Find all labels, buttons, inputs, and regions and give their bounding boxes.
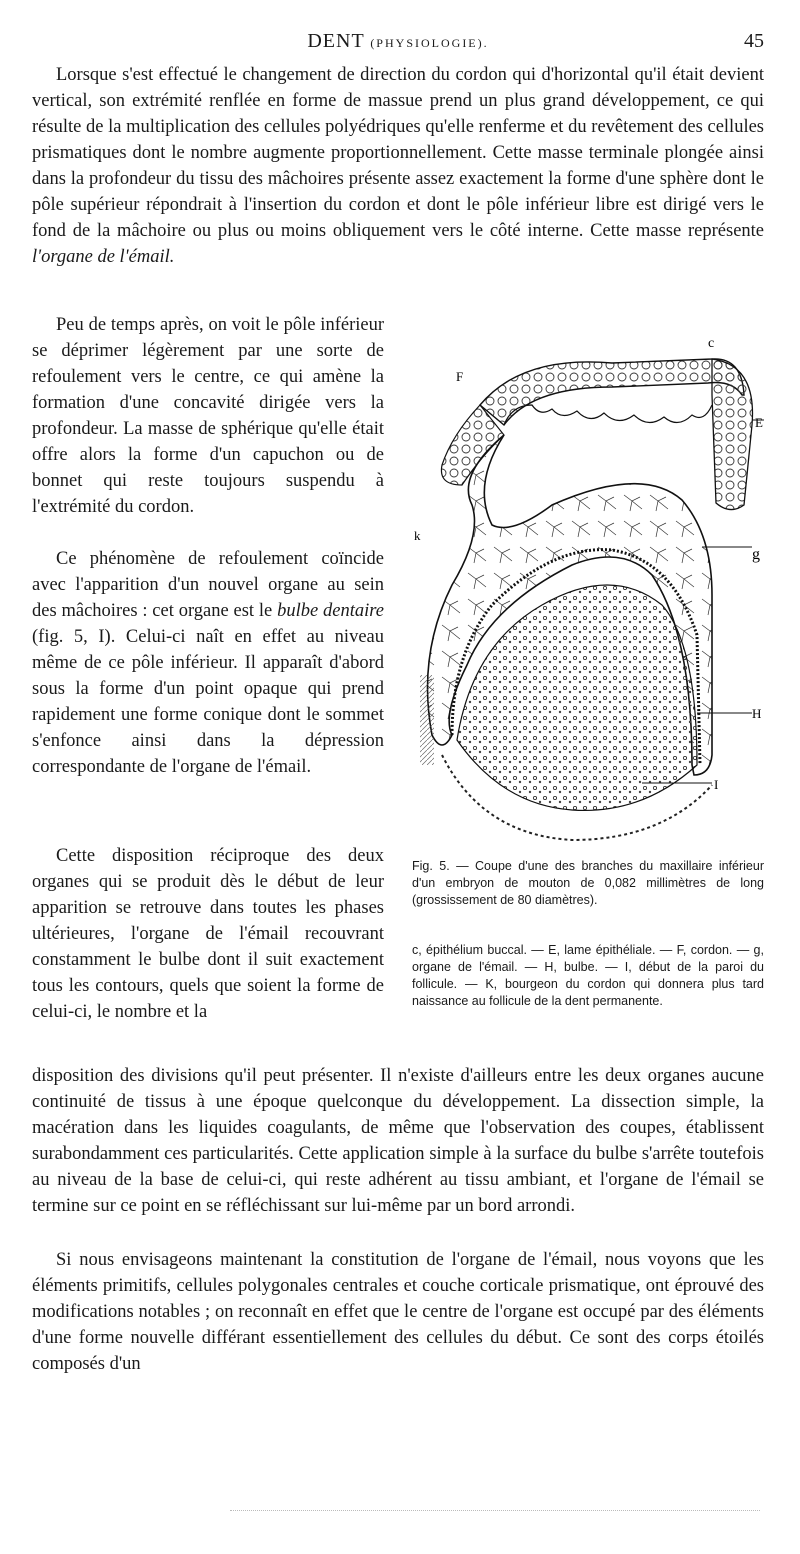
paragraph-2: Peu de temps après, on voit le pôle inférieur se déprimer légèrement par une sorte de refoulement vers le centre, ce qui amène la formation d'une concavité dirigée vers la profondeur. La masse de sphérique qu'elle était offre alors la forme d'un capuchon ou de bonnet qui reste toujours suspendu à l'extrémité du cordon. <box>32 315 384 517</box>
figure-5-drawing <box>412 335 772 855</box>
epithelial-lamina <box>712 359 753 510</box>
paragraph-4-left: Cette disposition réciproque des deux organes qui se produit dès le début de leur apparition se retrouve dans toutes les phases ultérieures, l'organe de l'émail recouvrant constamment le bulbe dont il suit exactement tous les contours, quels que soient la forme de celui-ci, le nombre et la <box>32 846 384 1022</box>
header-subtitle: (PHYSIOLOGIE). <box>370 36 489 50</box>
paragraph-3-text-b: (fig. 5, I). Celui-ci naît en effet au niveau même de ce pôle inférieur. Il apparaît d'abord sous la forme d'un point opaque qui prend rapidement une forme conique dont le sommet s'enfonce ainsi dans la dépression correspondante de l'organe de l'émail. <box>32 627 384 777</box>
footer-rule <box>230 1510 760 1511</box>
label-E: E <box>755 415 763 430</box>
figure-caption: Fig. 5. — Coupe d'une des branches du maxillaire inférieur d'un embryon de mouton de 0,082 millimètres de long (grossissement de 80 diamètres). <box>412 859 764 907</box>
page-header <box>32 30 764 58</box>
figure-legend: c, épithélium buccal. — E, lame épithéliale. — F, cordon. — g, organe de l'émail. — H, bulbe. — I, début de la paroi du follicule. — K, bourgeon du cordon qui donnera plus tard naissance au follicule de la dent permanente. <box>412 943 764 1008</box>
paragraph-3-text-a: Ce phénomène de refoulement coïncide avec l'apparition d'un nouvel organe au sein des mâchoires : cet organe est le <box>32 549 384 621</box>
paragraph-1-text: Lorsque s'est effectué le changement de direction du cordon qui d'horizontal qu'il était devient vertical, son extrémité renflée en forme de massue prend un plus grand développement, ce qui résulte de la multiplication des cellules polyédriques qu'elle renferme et du revêtement des cellules prismatiques dont le nombre augmente proportionnellement. Cette masse terminale plongée ainsi dans la profondeur du tissu des mâchoires présente assez exactement la forme d'une sphère dont le pôle supérieur répondrait à l'insertion du cordon et dont le pôle inférieur libre est dirigé vers le fond de la mâchoire ou plus ou moins obliquement vers le côté interne. Cette masse représente <box>32 65 764 241</box>
label-g: g <box>752 546 760 563</box>
label-I: I <box>714 777 719 792</box>
paragraph-4-full: disposition des divisions qu'il peut présenter. Il n'existe d'ailleurs entre les deux organes aucune continuité de tissus à une époque quelconque du développement. La dissection simple, la macération dans les liquides coagulants, de même que l'observation des coupes, établissent surabondamment ces particularités. Cette application simple à la surface du bulbe s'arrête toutefois au niveau de la base de celui-ci, qui reste adhérent au tissu ambiant, et l'organe de l'émail se termine sur ce point en se réfléchissant sur lui-même par un bord arrondi. <box>32 1066 764 1216</box>
figure-5 <box>412 335 772 855</box>
paragraph-3-emphasis: bulbe dentaire <box>277 601 384 621</box>
label-c: c <box>708 336 715 351</box>
paragraph-1 <box>32 62 764 270</box>
page-number: 45 <box>744 30 764 52</box>
paragraph-5: Si nous envisageons maintenant la constitution de l'organe de l'émail, nous voyons que les éléments primitifs, cellules polygonales centrales et couche corticale prismatique, ont éprouvé des modifications notables ; on reconnaît en effet que le centre de l'organe est occupé par des éléments d'une forme nouvelle différant essentiellement des cellules du début. Ce sont des corps étoilés composés d'un <box>32 1250 764 1374</box>
header-title: DENT <box>307 30 365 52</box>
label-H: H <box>752 706 762 721</box>
running-title <box>32 30 764 53</box>
label-F: F <box>456 369 464 384</box>
paragraph-3 <box>32 546 384 780</box>
label-k: k <box>414 528 421 543</box>
paragraph-1-emphasis: l'organe de l'émail. <box>32 247 175 267</box>
